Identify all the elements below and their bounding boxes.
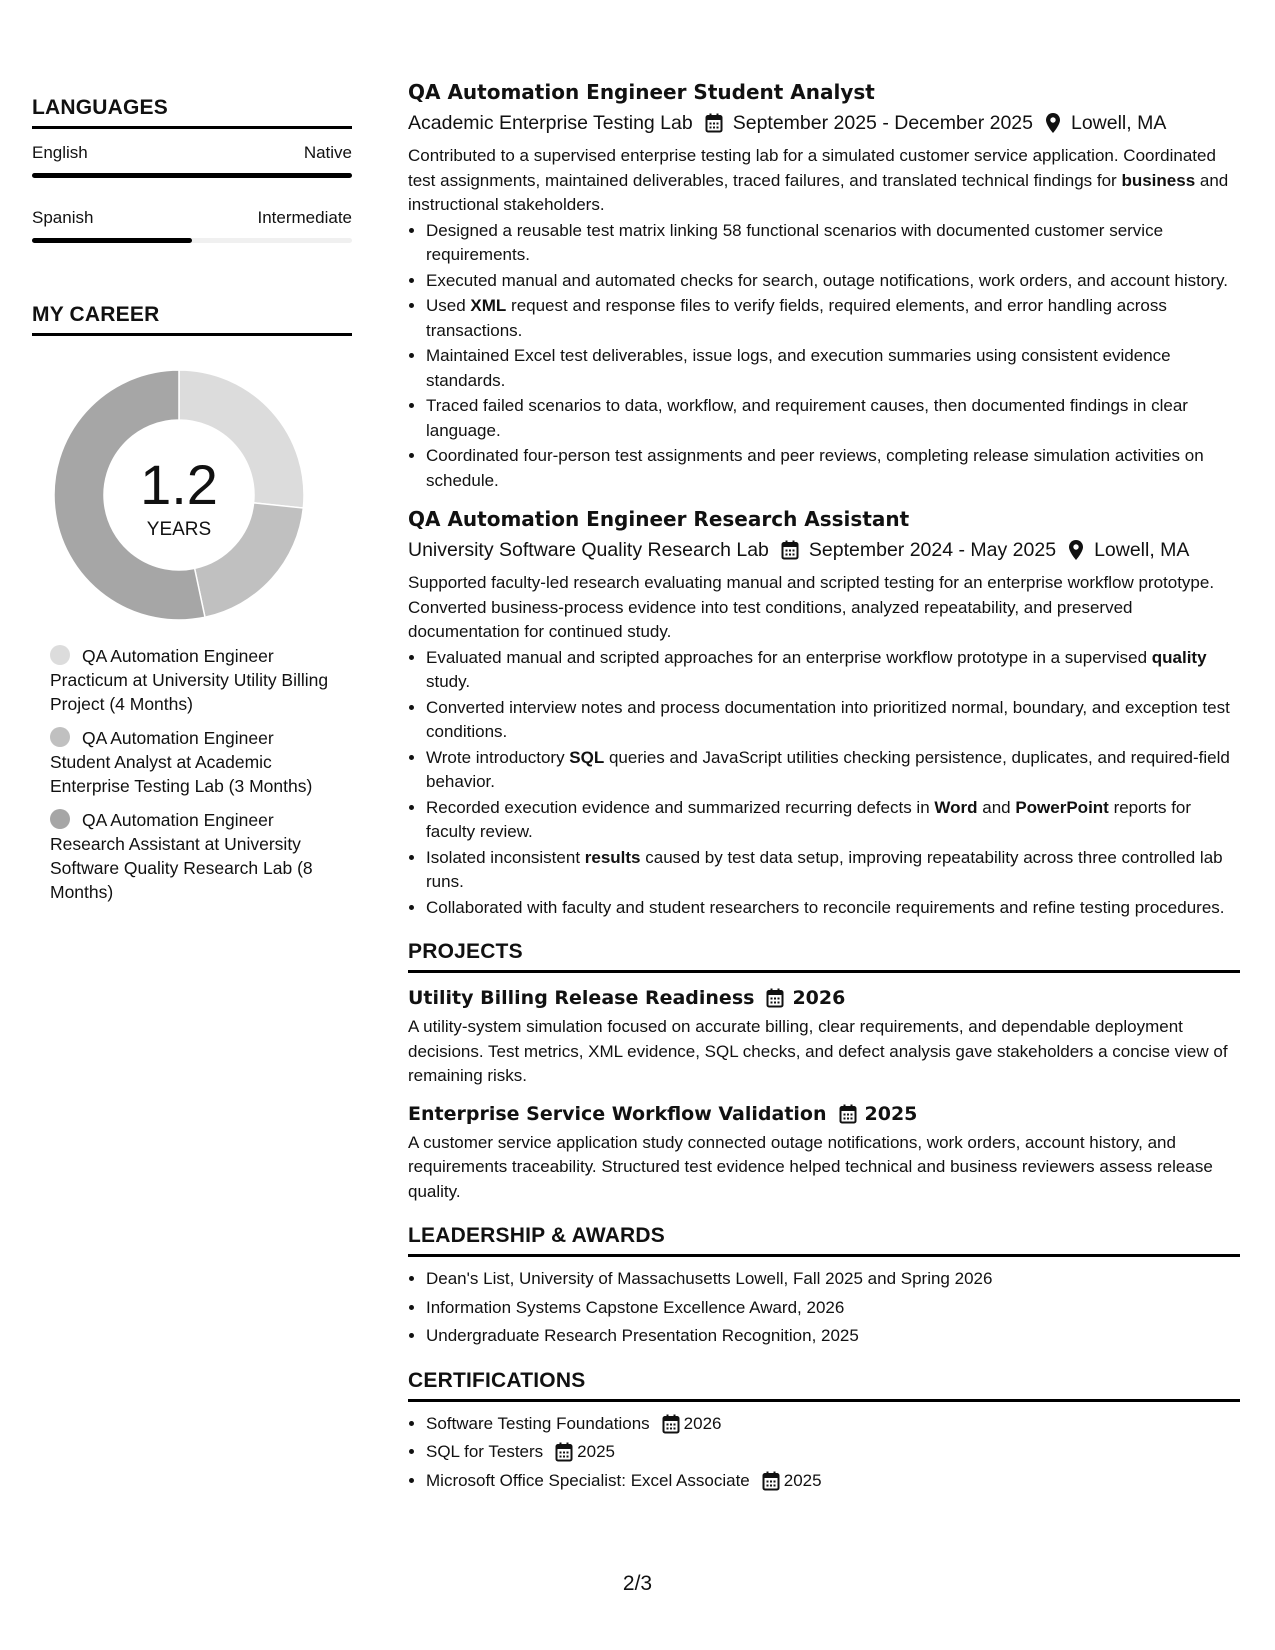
awards-list — [408, 1267, 1240, 1349]
text-run: Coordinated four-person test assignments and peer reviews, completing release simulation activities on schedule. — [426, 446, 1204, 490]
language-item — [32, 208, 352, 243]
text-run: Converted interview notes and process documentation into prioritized normal, boundary, and exception test conditions. — [426, 697, 1230, 741]
career-section — [32, 303, 352, 904]
certification-row — [426, 1412, 721, 1437]
language-bar-fill — [32, 238, 192, 243]
project-year: 2026 — [792, 987, 846, 1009]
calendar-icon — [762, 1471, 780, 1491]
job-title: QA Automation Engineer Student Analyst — [408, 80, 875, 104]
job-dates: September 2025 - December 2025 — [732, 112, 1033, 134]
legend-label: QA Automation Engineer Research Assistant at University Software Quality Research Lab (8 Months) — [50, 810, 313, 902]
languages-list — [32, 143, 352, 243]
award-item: • Information Systems Capstone Excellence Award, 2026 — [426, 1296, 1240, 1321]
job-bullets — [408, 219, 1240, 494]
projects-section — [408, 940, 1240, 1204]
calendar-icon — [781, 540, 799, 560]
job-bullets — [408, 646, 1240, 921]
bullet-item — [426, 796, 1240, 845]
language-name: English — [32, 143, 88, 162]
map-pin-icon — [1045, 112, 1061, 134]
legend-item — [50, 808, 330, 904]
certification-row — [426, 1440, 615, 1465]
job-organization: Academic Enterprise Testing Lab — [408, 112, 693, 134]
language-level: Native — [303, 143, 352, 162]
certification-year: 2026 — [683, 1413, 722, 1433]
languages-heading: LANGUAGES — [32, 96, 352, 129]
text-run: study. — [426, 672, 471, 691]
career-legend — [50, 644, 330, 904]
text-run: Traced failed scenarios to data, workflow, and requirement causes, then documented findings in clear language. — [426, 396, 1188, 440]
legend-label: QA Automation Engineer Practicum at University Utility Billing Project (4 Months) — [50, 646, 329, 714]
project-description: A customer service application study connected outage notifications, work orders, account history, and requirements traceability. Structured test evidence helped technical and business reviewers assess release quality. — [408, 1132, 1213, 1201]
bold-keyword: results — [584, 847, 641, 867]
legend-swatch — [50, 645, 70, 665]
bullet-item — [426, 846, 1240, 895]
calendar-icon — [766, 988, 784, 1008]
bullet-item — [426, 294, 1240, 343]
project-title-row — [408, 985, 1240, 1011]
bold-keyword: XML — [470, 296, 507, 315]
text-run: caused by test data setup, improving repeatability across three controlled lab runs. — [426, 847, 1223, 891]
career-donut-chart — [54, 370, 304, 620]
bullet-item — [426, 444, 1240, 493]
language-bar-fill — [32, 173, 352, 178]
career-total-value: 1.2 — [140, 453, 218, 516]
award-item: • Dean's List, University of Massachusetts Lowell, Fall 2025 and Spring 2026 — [426, 1267, 1240, 1292]
text-run: Supported faculty-led research evaluating manual and scripted testing for an enterprise workflow prototype. Converted business-process evidence into test conditions, analyzed repeatability, and preserved documentation for continued study. — [408, 573, 1215, 641]
certifications-heading: CERTIFICATIONS — [408, 1369, 1240, 1402]
bullet-item — [426, 696, 1240, 745]
text-run: Collaborated with faculty and student researchers to reconcile requirements and refine testing procedures. — [426, 897, 1225, 917]
text-run: Used — [426, 296, 471, 315]
text-run: reports for faculty review. — [426, 797, 1192, 841]
job-meta — [408, 537, 1240, 563]
language-name: Spanish — [32, 208, 94, 227]
experience-entry — [408, 78, 1240, 493]
projects-heading: PROJECTS — [408, 940, 1240, 973]
language-row — [32, 208, 352, 228]
bold-keyword: Word — [934, 797, 978, 817]
text-run: queries and JavaScript utilities checking persistence, duplicates, and required-field behavior. — [426, 747, 1230, 791]
page-number: 2/3 — [622, 1572, 653, 1595]
career-total-unit: YEARS — [146, 519, 212, 540]
award-item: • Undergraduate Research Presentation Recognition, 2025 — [426, 1324, 1240, 1349]
legend-label: QA Automation Engineer Student Analyst at Academic Enterprise Testing Lab (3 Months) — [50, 728, 313, 796]
calendar-icon — [705, 113, 723, 133]
text-run: Wrote introductory — [426, 747, 570, 767]
text-run: Executed manual and automated checks for search, outage notifications, work orders, and account history. — [426, 270, 1228, 290]
project-year: 2025 — [864, 1102, 918, 1125]
text-run: Evaluated manual and scripted approaches for an enterprise workflow prototype in a supervised — [426, 647, 1152, 667]
certification-row — [426, 1469, 822, 1494]
sidebar — [32, 96, 352, 914]
job-organization: University Software Quality Research Lab — [408, 539, 769, 561]
job-summary — [408, 144, 1240, 218]
awards-heading: LEADERSHIP & AWARDS — [408, 1224, 1240, 1257]
experience-list — [408, 78, 1240, 920]
calendar-icon — [555, 1442, 573, 1462]
main-content — [408, 78, 1240, 1493]
legend-swatch — [50, 727, 70, 747]
text-run: Designed a reusable test matrix linking 58 functional scenarios with documented customer service requirements. — [426, 220, 1164, 264]
certification-year: 2025 — [577, 1442, 615, 1461]
certification-name: • Software Testing Foundations — [426, 1413, 650, 1433]
bold-keyword: business — [1121, 170, 1196, 190]
bullet-item — [426, 344, 1240, 393]
legend-swatch — [50, 809, 70, 829]
job-dates: September 2024 - May 2025 — [808, 539, 1057, 561]
certification-item — [426, 1440, 1240, 1465]
language-level: Intermediate — [257, 208, 352, 227]
text-run: Maintained Excel test deliverables, issue logs, and execution summaries using consistent evidence standards. — [426, 346, 1171, 390]
project-description: A utility-system simulation focused on accurate billing, clear requirements, and dependable deployment decisions. Test metrics, XML evidence, SQL checks, and defect analysis gave stakeholders a concise view of remaining risks. — [408, 1017, 1228, 1085]
bold-keyword: quality — [1151, 647, 1207, 667]
bullet-item — [426, 219, 1240, 268]
calendar-icon — [662, 1414, 680, 1434]
experience-entry — [408, 505, 1240, 920]
awards-section — [408, 1224, 1240, 1349]
projects-list — [408, 985, 1240, 1204]
map-pin-icon — [1068, 539, 1084, 561]
job-location: Lowell, MA — [1070, 112, 1167, 134]
certification-year: 2025 — [783, 1470, 822, 1490]
bullet-item — [426, 896, 1240, 921]
certification-item — [426, 1412, 1240, 1437]
certifications-list — [408, 1412, 1240, 1494]
language-bar-track — [32, 238, 352, 243]
text-run: request and response files to verify fields, required elements, and error handling across transactions. — [426, 296, 1167, 340]
language-bar-track — [32, 173, 352, 178]
job-location: Lowell, MA — [1094, 539, 1190, 561]
bullet-item — [426, 269, 1240, 294]
project-name: Enterprise Service Workflow Validation — [408, 1102, 827, 1125]
text-run: Isolated inconsistent — [426, 847, 585, 867]
project-title-row — [408, 1101, 1240, 1127]
bullet-item — [426, 394, 1240, 443]
bold-keyword: SQL — [569, 747, 605, 767]
certification-name: • Microsoft Office Specialist: Excel Associate — [426, 1470, 750, 1490]
text-run: and instructional stakeholders. — [408, 170, 1229, 214]
job-meta — [408, 110, 1240, 136]
bullet-item — [426, 646, 1240, 695]
career-heading: MY CAREER — [32, 303, 352, 336]
project-name: Utility Billing Release Readiness — [408, 987, 755, 1009]
certification-item — [426, 1469, 1240, 1494]
certifications-section — [408, 1369, 1240, 1494]
legend-item — [50, 644, 330, 716]
text-run: and — [977, 797, 1016, 817]
bullet-item — [426, 746, 1240, 795]
bold-keyword: PowerPoint — [1015, 797, 1109, 817]
language-row — [32, 143, 352, 163]
job-title: QA Automation Engineer Research Assistant — [408, 507, 910, 531]
text-run: Recorded execution evidence and summarized recurring defects in — [426, 797, 935, 817]
donut-center — [54, 370, 304, 620]
job-summary — [408, 571, 1240, 645]
certification-name: • SQL for Testers — [426, 1442, 544, 1461]
calendar-icon — [839, 1104, 857, 1124]
legend-item — [50, 726, 330, 798]
language-item — [32, 143, 352, 178]
text-run: Contributed to a supervised enterprise testing lab for a simulated customer service application. Coordinated test assignments, maintained deliverables, traced failures, and translated technical findings for — [408, 146, 1216, 190]
